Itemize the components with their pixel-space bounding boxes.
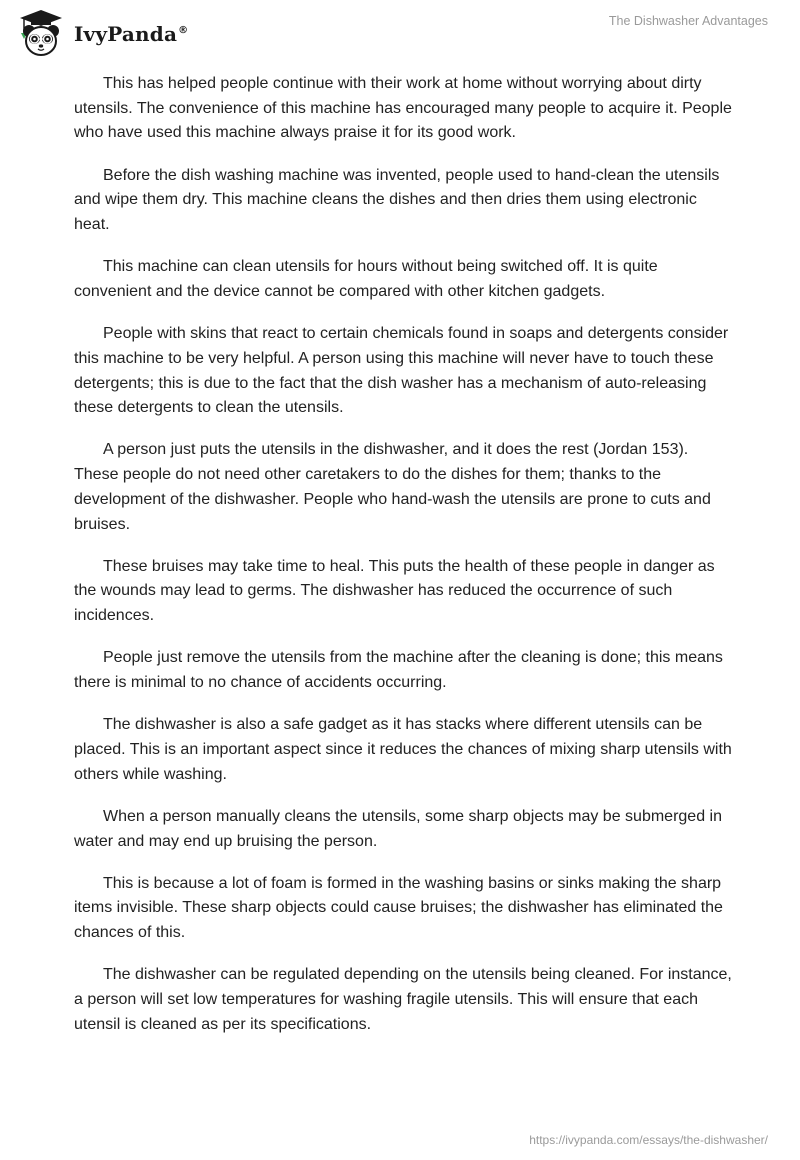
panda-graduate-icon	[16, 9, 66, 57]
paragraph: This is because a lot of foam is formed in the washing basins or sinks making the sharp items invisible. These sharp objects could cause bruises; the dishwasher has eliminated the chances of this.	[74, 874, 723, 942]
paragraph: When a person manually cleans the utensils, some sharp objects may be submerged in water and may end up bruising the person.	[74, 807, 722, 850]
paragraph: The dishwasher is also a safe gadget as it has stacks where different utensils can be placed. This is an important aspect since it reduces the chances of mixing sharp utensils with others while washing.	[74, 716, 732, 783]
ivypanda-logo[interactable]	[16, 9, 188, 57]
essay-body	[74, 72, 734, 1055]
paragraph: This has helped people continue with their work at home without worrying about dirty utensils. The convenience of this machine has encouraged many people to acquire it. People who have used this machine always praise it for its good work.	[74, 75, 732, 142]
source-url-link[interactable]: https://ivypanda.com/essays/the-dishwasher/	[529, 1133, 768, 1147]
paragraph: These bruises may take time to heal. This puts the health of these people in danger as the wounds may lead to germs. The dishwasher has reduced the occurrence of such incidences.	[74, 557, 715, 625]
paragraph: A person just puts the utensils in the dishwasher, and it does the rest (Jordan 153). These people do not need other caretakers to do the dishes for them; thanks to the development of the dishwasher. People who hand-wash the utensils are prone to cuts and bruises.	[74, 441, 711, 533]
paragraph: People with skins that react to certain chemicals found in soaps and detergents consider this machine to be very helpful. A person using this machine will never have to touch these detergents; this is due to the fact that the dish washer has a mechanism of auto-releasing these detergents to clean the utensils.	[74, 325, 729, 417]
document-title: The Dishwasher Advantages	[608, 14, 768, 28]
paragraph: Before the dish washing machine was invented, people used to hand-clean the utensils and wipe them dry. This machine cleans the dishes and then dries them using electronic heat.	[74, 166, 720, 234]
logo-text: IvyPanda®	[74, 22, 189, 46]
page-header	[0, 0, 800, 70]
paragraph: People just remove the utensils from the machine after the cleaning is done; this means there is minimal to no chance of accidents occurring.	[74, 649, 723, 692]
registered-mark: ®	[178, 25, 189, 37]
paragraph: This machine can clean utensils for hours without being switched off. It is quite convenient and the device cannot be compared with other kitchen gadgets.	[74, 258, 658, 300]
paragraph: The dishwasher can be regulated depending on the utensils being cleaned. For instance, a person will set low temperatures for washing fragile utensils. This will ensure that each utensil is cleaned as per its specifications.	[74, 966, 732, 1033]
